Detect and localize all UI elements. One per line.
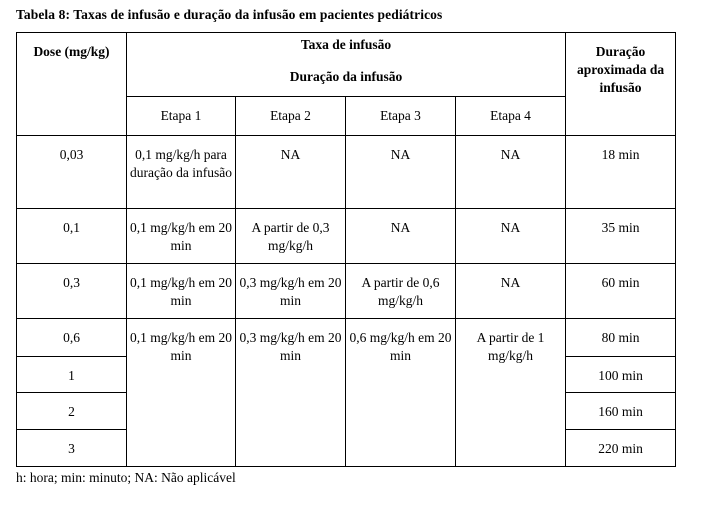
duration-cell: 35 min [566, 209, 676, 264]
step-header: Etapa 3 [346, 97, 456, 136]
step3-cell: A partir de 0,6 mg/kg/h [346, 264, 456, 319]
table-footnote: h: hora; min: minuto; NA: Não aplicável [16, 470, 236, 485]
table-row [17, 264, 676, 319]
step2-cell: 0,3 mg/kg/h em 20 min [236, 319, 346, 467]
table-row [17, 319, 676, 357]
rate-header [127, 33, 566, 97]
step1-cell: 0,1 mg/kg/h em 20 min [127, 264, 236, 319]
dose-cell: 0,6 [17, 319, 127, 357]
duration-cell: 80 min [566, 319, 676, 357]
step-header: Etapa 1 [127, 97, 236, 136]
table-row [17, 136, 676, 209]
step2-cell: A partir de 0,3 mg/kg/h [236, 209, 346, 264]
duration-group-header-label: Duração da infusão [289, 69, 403, 84]
step4-cell: NA [456, 209, 566, 264]
approx-duration-header: Duração aproximada da infusão [566, 33, 676, 136]
header-row [17, 33, 676, 97]
duration-cell: 160 min [566, 393, 676, 430]
table-row [17, 209, 676, 264]
duration-cell: 60 min [566, 264, 676, 319]
dose-cell: 0,3 [17, 264, 127, 319]
dose-cell: 3 [17, 430, 127, 467]
infusion-table [16, 32, 676, 467]
dose-cell: 0,03 [17, 136, 127, 209]
dose-cell: 2 [17, 393, 127, 430]
step1-cell: 0,1 mg/kg/h para duração da infusão [127, 136, 236, 209]
step-header: Etapa 4 [456, 97, 566, 136]
step1-cell: 0,1 mg/kg/h em 20 min [127, 319, 236, 467]
dose-header: Dose (mg/kg) [17, 33, 127, 136]
step1-cell: 0,1 mg/kg/h em 20 min [127, 209, 236, 264]
step3-cell: 0,6 mg/kg/h em 20 min [346, 319, 456, 467]
dose-cell: 0,1 [17, 209, 127, 264]
step4-cell: NA [456, 136, 566, 209]
step4-cell: A partir de 1 mg/kg/h [456, 319, 566, 467]
step4-cell: NA [456, 264, 566, 319]
step2-cell: NA [236, 136, 346, 209]
duration-cell: 100 min [566, 357, 676, 393]
step3-cell: NA [346, 136, 456, 209]
table-caption: Tabela 8: Taxas de infusão e duração da infusão em pacientes pediátricos [16, 7, 443, 22]
step3-cell: NA [346, 209, 456, 264]
rate-header-label: Taxa de infusão [300, 37, 392, 52]
duration-cell: 18 min [566, 136, 676, 209]
dose-cell: 1 [17, 357, 127, 393]
step-header: Etapa 2 [236, 97, 346, 136]
step2-cell: 0,3 mg/kg/h em 20 min [236, 264, 346, 319]
duration-cell: 220 min [566, 430, 676, 467]
